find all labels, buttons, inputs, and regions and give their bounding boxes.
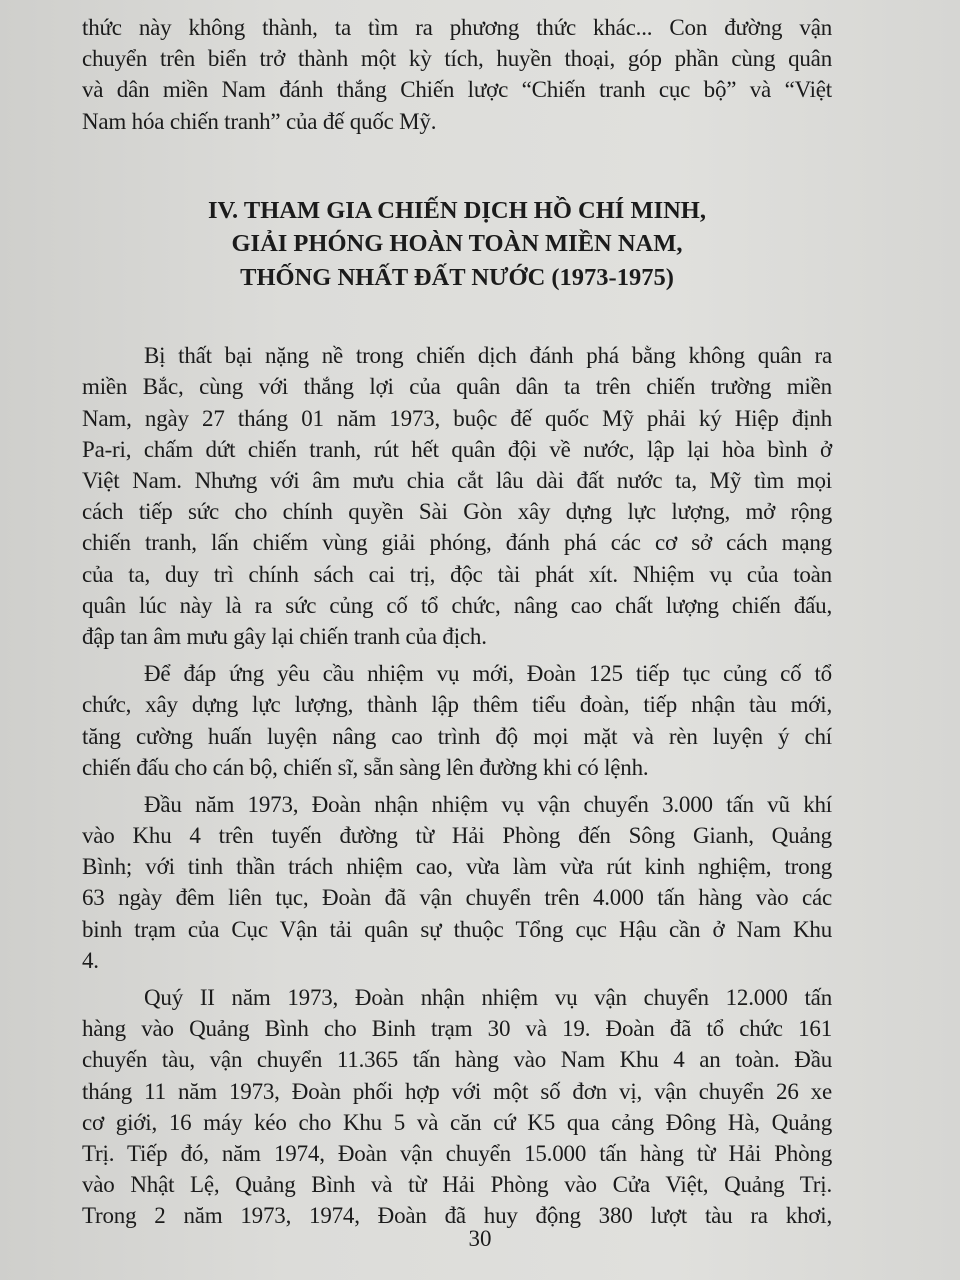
- text-line: thức này không thành, ta tìm ra phương thức khác... Con đường vận: [82, 15, 832, 40]
- text-line: Bình; với tinh thần trách nhiệm cao, vừa làm vừa rút kinh nghiệm, trong: [82, 854, 832, 880]
- text-line: tăng cường huấn luyện nâng cao trình độ mọi mặt và rèn luyện ý chí: [82, 723, 832, 749]
- text-line: cách tiếp sức cho chính quyền Sài Gòn xây dựng lực lượng, mở rộng: [82, 499, 832, 525]
- text-line: Trị. Tiếp đó, năm 1974, Đoàn vận chuyển 15.000 tấn hàng từ Hải Phòng: [82, 1140, 832, 1166]
- text-line: Để đáp ứng yêu cầu nhiệm vụ mới, Đoàn 125 tiếp tục củng cố tổ: [144, 661, 832, 687]
- text-line: 63 ngày đêm liên tục, Đoàn đã vận chuyển trên 4.000 tấn hàng vào các: [82, 885, 832, 911]
- section-heading: [82, 194, 832, 295]
- paragraph-2: [82, 340, 832, 652]
- text-line: hàng vào Quảng Bình cho Binh trạm 30 và 19. Đoàn đã tổ chức 161: [82, 1016, 832, 1042]
- text-line: Bị thất bại nặng nề trong chiến dịch đánh phá bằng không quân ra: [144, 343, 832, 369]
- text-line: và dân miền Nam đánh thắng Chiến lược “Chiến tranh cục bộ” và “Việt: [82, 77, 832, 103]
- text-line: Đầu năm 1973, Đoàn nhận nhiệm vụ vận chuyển 3.000 tấn vũ khí: [144, 791, 832, 817]
- text-line: chuyến tàu, vận chuyển 11.365 tấn hàng vào Nam Khu 4 an toàn. Đầu: [82, 1047, 832, 1073]
- paragraph-3: [82, 658, 832, 783]
- text-line: đập tan âm mưu gây lại chiến tranh của địch.: [82, 623, 487, 649]
- text-line: chuyển trên biển trở thành một kỳ tích, huyền thoại, góp phần cùng quân: [82, 46, 832, 72]
- text-line: chức, xây dựng lực lượng, thành lập thêm tiểu đoàn, tiếp nhận tàu mới,: [82, 692, 832, 718]
- book-page: [82, 12, 832, 1238]
- paragraph-1: [82, 12, 832, 137]
- text-line: tháng 11 năm 1973, Đoàn phối hợp với một số đơn vị, vận chuyển 26 xe: [82, 1078, 832, 1104]
- text-line: vào Nhật Lệ, Quảng Bình và từ Hải Phòng vào Cửa Việt, Quảng Trị.: [82, 1172, 832, 1198]
- heading-line: GIẢI PHÓNG HOÀN TOÀN MIỀN NAM,: [231, 230, 683, 258]
- heading-line: IV. THAM GIA CHIẾN DỊCH HỒ CHÍ MINH,: [207, 196, 706, 224]
- paragraph-5: [82, 982, 832, 1232]
- heading-line: THỐNG NHẤT ĐẤT NƯỚC (1973-1975): [240, 263, 674, 291]
- paragraph-4: [82, 789, 832, 976]
- text-line: chiến tranh, lấn chiếm vùng giải phóng, đánh phá các cơ sở cách mạng: [82, 530, 832, 556]
- text-line: chiến đấu cho cán bộ, chiến sĩ, sẵn sàng lên đường khi có lệnh.: [82, 754, 649, 780]
- text-line: cơ giới, 16 máy kéo cho Khu 5 và căn cứ K5 qua cảng Đông Hà, Quảng: [82, 1109, 832, 1135]
- text-line: miền Bắc, cùng với thắng lợi của quân dân ta trên chiến trường miền: [82, 374, 832, 400]
- text-line: Pa-ri, chấm dứt chiến tranh, rút hết quân đội về nước, lập lại hòa bình ở: [82, 436, 832, 462]
- text-line: Nam hóa chiến tranh” của đế quốc Mỹ.: [82, 108, 437, 134]
- text-line: Nam, ngày 27 tháng 01 năm 1973, buộc đế quốc Mỹ phải ký Hiệp định: [82, 405, 832, 431]
- text-line: binh trạm của Cục Vận tải quân sự thuộc Tổng cục Hậu cần ở Nam Khu: [82, 916, 832, 942]
- page-number: 30: [468, 1226, 492, 1251]
- text-line: Quý II năm 1973, Đoàn nhận nhiệm vụ vận chuyển 12.000 tấn: [144, 985, 832, 1010]
- text-line: Việt Nam. Nhưng với âm mưu chia cắt lâu dài đất nước ta, Mỹ tìm mọi: [82, 468, 832, 493]
- text-line: Trong 2 năm 1973, 1974, Đoàn đã huy động 380 lượt tàu ra khơi,: [82, 1203, 832, 1229]
- text-line: 4.: [82, 947, 99, 973]
- text-line: vào Khu 4 trên tuyến đường từ Hải Phòng đến Sông Gianh, Quảng: [82, 823, 832, 849]
- text-line: quân lúc này là ra sức củng cố tổ chức, nâng cao chất lượng chiến đấu,: [82, 592, 832, 618]
- text-line: của ta, duy trì chính sách cai trị, độc tài phát xít. Nhiệm vụ của toàn: [82, 561, 832, 587]
